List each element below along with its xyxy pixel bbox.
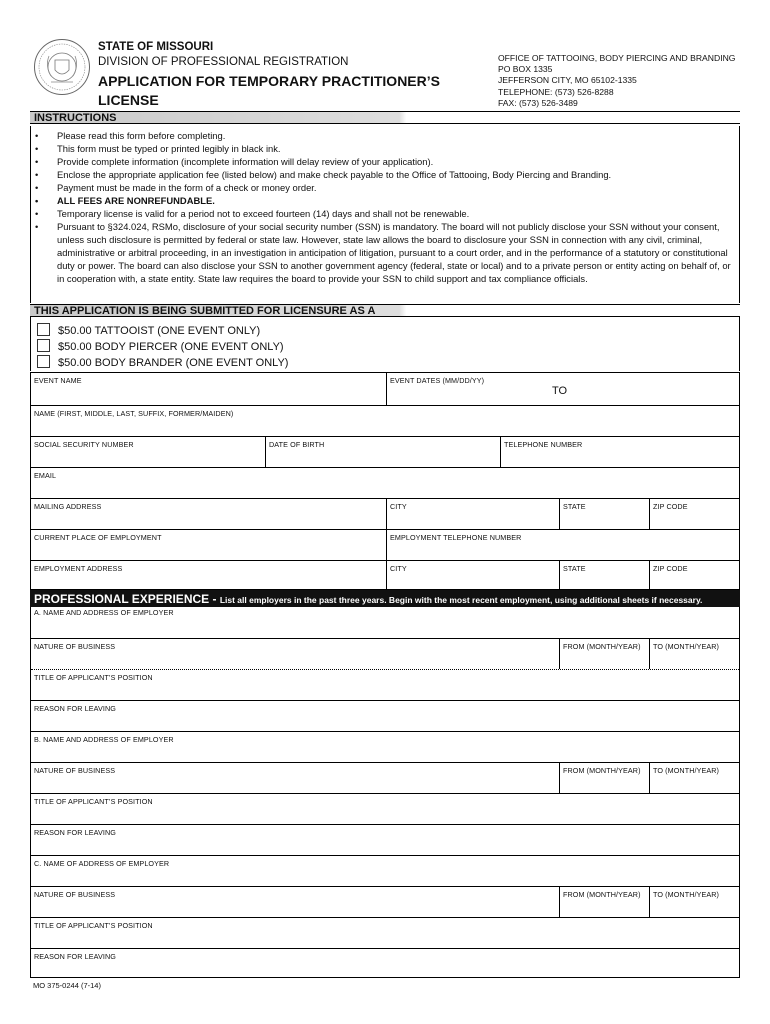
employer-a-title-row <box>31 669 739 700</box>
employer-c-nature-label: NATURE OF BUSINESS <box>34 890 116 899</box>
option-body-piercer[interactable] <box>37 339 284 354</box>
employer-c-reason-label: REASON FOR LEAVING <box>34 952 116 961</box>
applicant-info-grid <box>30 372 740 590</box>
professional-experience-heading <box>30 590 740 607</box>
mailing-zip-field[interactable] <box>649 499 739 529</box>
employer-b-reason-field[interactable] <box>31 825 739 855</box>
experience-title: PROFESSIONAL EXPERIENCE - <box>34 592 220 606</box>
instruction-item: • Payment must be made in the form of a check or money order. <box>31 181 739 194</box>
experience-grid <box>30 607 740 978</box>
event-dates-field[interactable] <box>386 373 739 405</box>
office-name: OFFICE OF TATTOOING, BODY PIERCING AND BRANDING <box>498 53 736 63</box>
instruction-item: • Please read this form before completing. <box>31 129 739 142</box>
email-field[interactable] <box>31 468 739 498</box>
mailing-state-field[interactable] <box>559 499 649 529</box>
employer-c-name-label: C. NAME OF ADDRESS OF EMPLOYER <box>34 859 170 868</box>
employment-address-field[interactable] <box>31 561 386 589</box>
employer-b-name-row <box>31 731 739 762</box>
mailing-city-label: CITY <box>390 502 407 511</box>
employer-c-reason-row <box>31 948 739 976</box>
name-label: NAME (FIRST, MIDDLE, LAST, SUFFIX, FORMER/MAIDEN) <box>34 409 234 418</box>
employment-telephone-label: EMPLOYMENT TELEPHONE NUMBER <box>390 533 522 542</box>
employer-b-to-field[interactable] <box>649 763 739 793</box>
employer-c-reason-field[interactable] <box>31 949 739 976</box>
instruction-item: • Provide complete information (incomplete information will delay review of your application). <box>31 155 739 168</box>
event-name-field[interactable] <box>31 373 386 405</box>
employment-state-label: STATE <box>563 564 586 573</box>
event-dates-label: EVENT DATES (MM/DD/YY) <box>390 376 485 385</box>
employer-a-name-label: A. NAME AND ADDRESS OF EMPLOYER <box>34 608 174 617</box>
instruction-item: • Pursuant to §324.024, RSMo, disclosure of your social security number (SSN) is mandatory. The board will not publicly disclose your SSN without your consent, unless such disclosure is permitted by federal or state law. However, state law allows the board to disclosure your SSN in connection with any civil, criminal, administrative or arbitral proceeding, in an investigation in anticipation of litigation, pursuant to a court order, and in the performance of a statutory or constitutional duty or power. The board can also disclose your SSN to another government agency (federal, state or local) and to a private person or entity acting on behalf of, or in cooperation with, a state entity. State law requires the board to provide your SSN to child support and tax compliance officials. <box>31 220 739 285</box>
licensure-heading: THIS APPLICATION IS BEING SUBMITTED FOR LICENSURE AS A <box>30 304 740 317</box>
tattooist-label: $50.00 TATTOOIST (ONE EVENT ONLY) <box>58 325 261 337</box>
mailing-city-field[interactable] <box>386 499 559 529</box>
employment-state-field[interactable] <box>559 561 649 589</box>
employment-zip-label: ZIP CODE <box>653 564 688 573</box>
employer-c-from-label: FROM (MONTH/YEAR) <box>563 890 641 899</box>
office-address <box>498 53 735 109</box>
mailing-address-label: MAILING ADDRESS <box>34 502 102 511</box>
mailing-address-field[interactable] <box>31 499 386 529</box>
employer-a-to-field[interactable] <box>649 639 739 669</box>
employer-c-name-field[interactable] <box>31 856 739 886</box>
employer-a-title-field[interactable] <box>31 670 739 700</box>
employer-c-title-label: TITLE OF APPLICANT’S POSITION <box>34 921 153 930</box>
instruction-item: • Temporary license is valid for a period not to exceed fourteen (14) days and shall not be renewable. <box>31 207 739 220</box>
instruction-item: • Enclose the appropriate application fee (listed below) and make check payable to the Office of Tattooing, Body Piercing and Branding. <box>31 168 739 181</box>
employer-c-name-row <box>31 855 739 886</box>
ssn-label: SOCIAL SECURITY NUMBER <box>34 440 134 449</box>
email-row <box>31 467 739 498</box>
employer-a-name-field[interactable] <box>31 607 739 638</box>
licensure-options <box>30 317 740 371</box>
employer-c-to-label: TO (MONTH/YEAR) <box>653 890 720 899</box>
employer-c-title-field[interactable] <box>31 918 739 948</box>
experience-instructions: List all employers in the past three years. Begin with the most recent employment, using additional sheets if necessary. <box>219 595 703 605</box>
employer-b-title-field[interactable] <box>31 794 739 824</box>
employer-b-reason-label: REASON FOR LEAVING <box>34 828 116 837</box>
employer-c-nature-row <box>31 886 739 917</box>
missouri-state-seal <box>33 38 91 96</box>
employer-b-title-label: TITLE OF APPLICANT’S POSITION <box>34 797 153 806</box>
employer-b-name-label: B. NAME AND ADDRESS OF EMPLOYER <box>34 735 174 744</box>
dob-label: DATE OF BIRTH <box>269 440 325 449</box>
division-name: DIVISION OF PROFESSIONAL REGISTRATION <box>98 56 349 68</box>
dob-field[interactable] <box>265 437 500 467</box>
current-employment-field[interactable] <box>31 530 386 560</box>
event-name-label: EVENT NAME <box>34 376 82 385</box>
name-field[interactable] <box>31 406 739 436</box>
employment-telephone-field[interactable] <box>386 530 739 560</box>
ssn-row <box>31 436 739 467</box>
employer-b-from-field[interactable] <box>559 763 649 793</box>
mailing-zip-label: ZIP CODE <box>653 502 688 511</box>
employer-b-nature-field[interactable] <box>31 763 559 793</box>
ssn-field[interactable] <box>31 437 265 467</box>
employer-b-title-row <box>31 793 739 824</box>
office-po-box: PO BOX 1335 <box>498 64 553 75</box>
office-fax: FAX: (573) 526-3489 <box>498 97 578 108</box>
mailing-state-label: STATE <box>563 502 586 511</box>
employment-city-label: CITY <box>390 564 407 573</box>
employer-b-from-label: FROM (MONTH/YEAR) <box>563 766 641 775</box>
option-tattooist[interactable] <box>37 323 260 338</box>
form-code: MO 375-0244 (7-14) <box>33 981 101 990</box>
employer-b-nature-row <box>31 762 739 793</box>
telephone-label: TELEPHONE NUMBER <box>504 440 583 449</box>
employer-c-from-field[interactable] <box>559 887 649 917</box>
body-brander-checkbox[interactable] <box>37 355 50 368</box>
office-telephone: TELEPHONE: (573) 526-8288 <box>498 86 614 97</box>
option-body-brander[interactable] <box>37 355 288 370</box>
employer-c-title-row <box>31 917 739 948</box>
instruction-item: • This form must be typed or printed legibly in black ink. <box>31 142 739 155</box>
employer-b-to-label: TO (MONTH/YEAR) <box>653 766 720 775</box>
employer-a-from-field[interactable] <box>559 639 649 669</box>
office-city: JEFFERSON CITY, MO 65102-1335 <box>498 75 637 86</box>
event-row <box>31 373 739 405</box>
employment-row <box>31 529 739 560</box>
employer-b-name-field[interactable] <box>31 732 739 762</box>
telephone-field[interactable] <box>500 437 739 467</box>
employment-zip-field[interactable] <box>649 561 739 589</box>
instructions-box <box>30 126 740 303</box>
email-label: EMAIL <box>34 471 57 480</box>
mailing-address-row <box>31 498 739 529</box>
employment-address-label: EMPLOYMENT ADDRESS <box>34 564 123 573</box>
employer-a-reason-row <box>31 700 739 731</box>
instructions-heading: INSTRUCTIONS <box>30 111 740 124</box>
employer-a-from-label: FROM (MONTH/YEAR) <box>563 642 641 651</box>
employer-a-reason-label: REASON FOR LEAVING <box>34 704 116 713</box>
name-row <box>31 405 739 436</box>
body-brander-label: $50.00 BODY BRANDER (ONE EVENT ONLY) <box>58 357 289 369</box>
employer-a-nature-row <box>31 638 739 669</box>
employer-c-nature-field[interactable] <box>31 887 559 917</box>
tattooist-checkbox[interactable] <box>37 323 50 336</box>
employer-c-to-field[interactable] <box>649 887 739 917</box>
employer-b-reason-row <box>31 824 739 855</box>
employer-a-title-label: TITLE OF APPLICANT’S POSITION <box>34 673 153 682</box>
employer-a-name-row <box>31 607 739 638</box>
body-piercer-checkbox[interactable] <box>37 339 50 352</box>
form-title: APPLICATION FOR TEMPORARY PRACTITIONER’S LICENSE <box>98 73 440 108</box>
employer-a-nature-label: NATURE OF BUSINESS <box>34 642 116 651</box>
employer-b-nature-label: NATURE OF BUSINESS <box>34 766 116 775</box>
employer-a-nature-field[interactable] <box>31 639 559 669</box>
employer-a-to-label: TO (MONTH/YEAR) <box>653 642 720 651</box>
event-dates-to: TO <box>552 385 568 397</box>
employer-a-reason-field[interactable] <box>31 701 739 731</box>
body-piercer-label: $50.00 BODY PIERCER (ONE EVENT ONLY) <box>58 341 284 353</box>
current-employment-label: CURRENT PLACE OF EMPLOYMENT <box>34 533 162 542</box>
instruction-item: • ALL FEES ARE NONREFUNDABLE. <box>31 194 739 207</box>
state-name: STATE OF MISSOURI <box>98 41 214 53</box>
employment-address-row <box>31 560 739 589</box>
employment-city-field[interactable] <box>386 561 559 589</box>
